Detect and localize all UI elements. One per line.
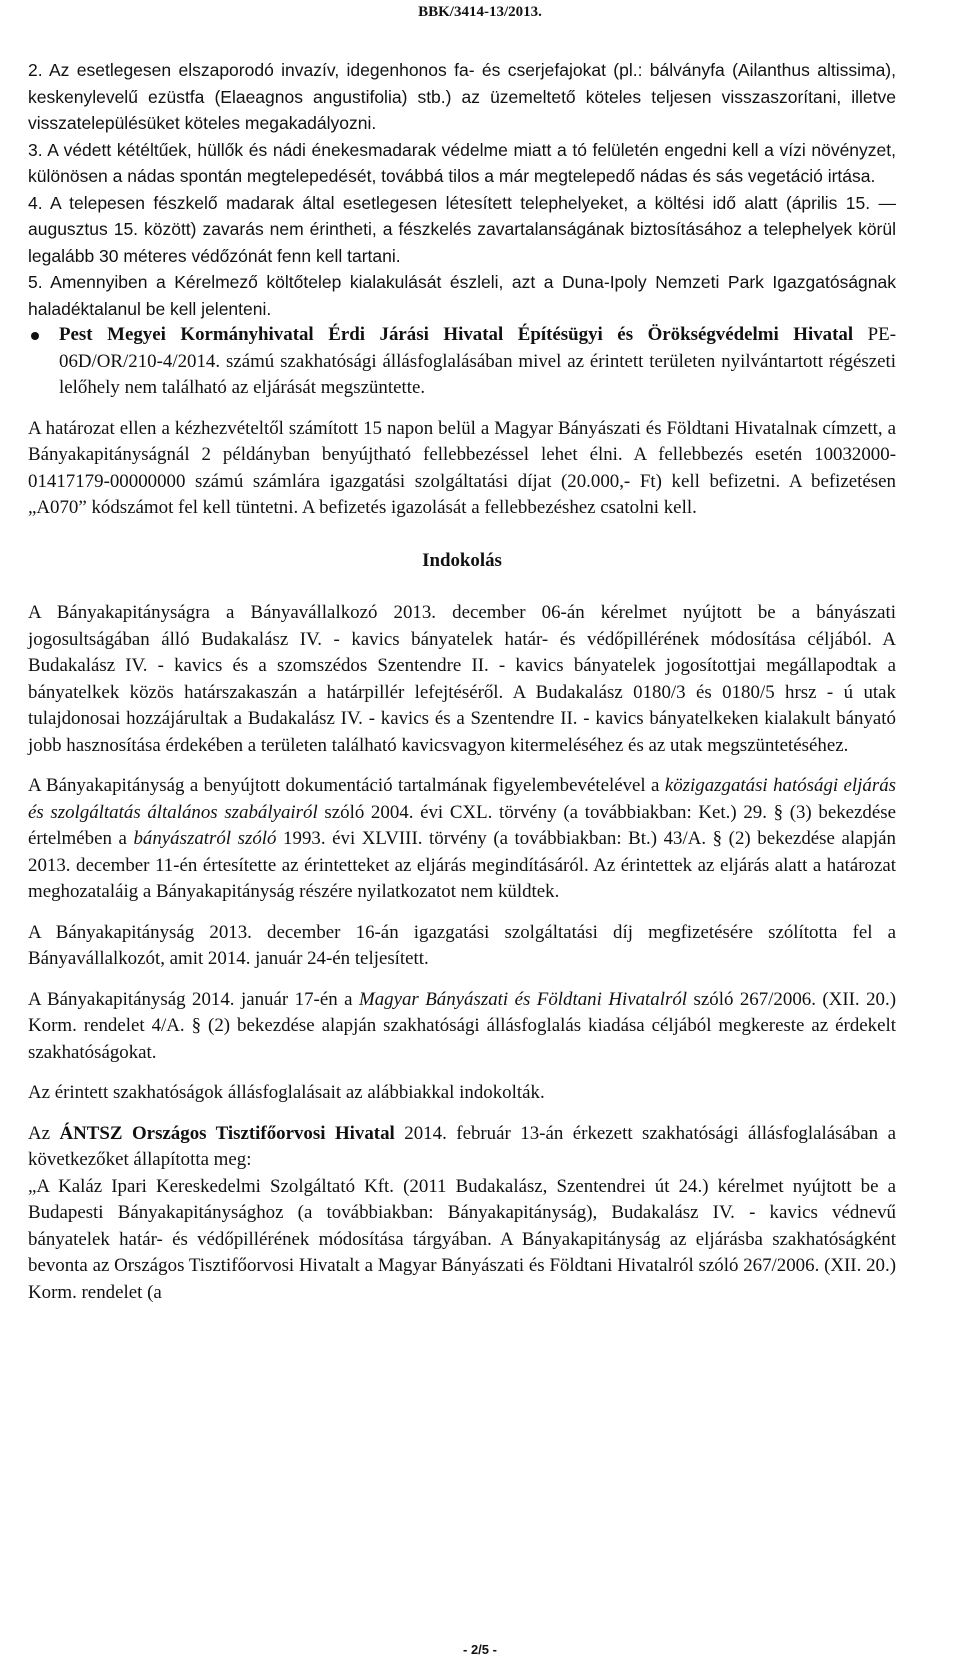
law-title: bányászatról szóló xyxy=(133,828,277,849)
reasoning-paragraph-5: Az érintett szakhatóságok állásfoglalásait az alábbiakkal indokolták. xyxy=(28,1082,545,1103)
law-title: Magyar Bányászati és Földtani Hivatalról xyxy=(358,988,688,1010)
text-segment: 2014. február 13-án érkezett szakhatósági állásfoglalásában a következőket állapította meg: xyxy=(28,1122,897,1170)
condition-item-5: 5. Amennyiben a Kérelmező költőtelep kialakulását észleli, azt a Duna-Ipoly Nemzeti Park Igazgatóságnak haladéktalanul be kell jelenteni. xyxy=(28,272,896,319)
text-segment: szóló 2004. évi CXL. törvény (a továbbiakban: Ket.) 29. § (3) bekezdése értelmében a xyxy=(28,801,896,849)
appeal-paragraph: A határozat ellen a kézhezvételtől számított 15 napon belül a Magyar Bányászati és Földtani Hivatalnak címzett, a Bányakapitányságnál 2 példányban benyújtható fellebbezéssel lehet élni. A fellebbezés esetén 10032000-01417179-00000000 számú számlára igazgatási szolgáltatási díjat (20.000,- Ft) kell befizetni. A befizetésen „A070” kódszámot fel kell tüntetni. A befizetés igazolását a fellebbezéshez csatolni kell. xyxy=(28,417,896,518)
reasoning-paragraph-4 xyxy=(28,987,896,1067)
text-segment: A Bányakapitányság a benyújtott dokumentáció tartalmának figyelembevételével a xyxy=(28,775,665,796)
law-title: közigazgatási hatósági eljárás és szolgáltatás általános szabályairól xyxy=(28,775,896,823)
text-segment: A Bányakapitányság 2014. január 17-én a xyxy=(28,988,359,1010)
condition-item-4: 4. A telepesen fészkelő madarak által esetlegesen létesített telephelyeket, a költési idő alatt (április 15. — augusztus 15. között) zavarás nem érintheti, a fészkelés zavartalanságának biztosításához a telephelyek körül legalább 30 méteres védőzónát fenn kell tartani. xyxy=(28,192,896,266)
reasoning-paragraph-1: A Bányakapitányságra a Bányavállalkozó 2013. december 06-án kérelmet nyújtott be a bányászati jogosultságában álló Budakalász IV. - kavics bányatelek határ- és védőpillérének módosítása céljából. A Budakalász IV. - kavics és a szomszédos Szentendre II. - kavics bányatelek jogosítottjai megállapodtak a bányatelkek közös határszakaszán a határpillér lefejtéséről. A Budakalász 0180/3 és 0180/5 hrsz - ú utak tulajdonosai hozzájárultak a Budakalász IV. - kavics és a Szentendre II. - kavics bányatelkeken kialakult bányató jobb hasznosítása érdekében a területen található kavicsvagyon kitermeléséhez és az utak megszüntetéséhez. xyxy=(28,602,896,756)
document-body xyxy=(28,57,896,1306)
quoted-statement: „A Kaláz Ipari Kereskedelmi Szolgáltató Kft. (2011 Budakalász, Szentendrei út 24.) kérelmet nyújtott be a Budapesti Bányakapitánysághoz (a továbbiakban: Bányakapitányság), Budakalász IV. - kavics védnevű bányatelek határ- és védőpillérének módosítása tárgyában. A Bányakapitányság az eljárásba szakhatóságként bevonta az Országos Tisztifőorvosi Hivatalt a Magyar Bányászati és Földtani Hivatalról szóló 267/2006. (XII. 20.) Korm. rendelet (a xyxy=(28,1175,896,1303)
reasoning-paragraph-6 xyxy=(28,1121,896,1174)
condition-item-2: 2. Az esetlegesen elszaporodó invazív, idegenhonos fa- és cserjefajokat (pl.: bálványfa (Ailanthus altissima), keskenylevelű ezüstfa (Elaeagnos angustifolia) stb.) az üzemeltető köteles teljesen visszaszorítani, illetve visszatelepülésüket köteles megakadályozni. xyxy=(28,60,896,133)
section-heading: Indokolás xyxy=(422,549,502,571)
text-segment: szóló 267/2006. (XII. 20.) Korm. rendelet 4/A. § (2) bekezdése alapján szakhatósági állásfoglalás kiadása céljából megkereste az érdekelt szakhatóságokat. xyxy=(28,988,896,1063)
authority-statement: PE-06D/OR/210-4/2014. számú szakhatósági állásfoglalásában mivel az érintett területen nyilvántartott régészeti lelőhely nem található az eljárását megszüntette. xyxy=(59,324,897,398)
text-segment: Az xyxy=(28,1122,60,1144)
authority-name: ÁNTSZ Országos Tisztifőorvosi Hivatal xyxy=(59,1122,395,1144)
condition-item-3: 3. A védett kétéltűek, hüllők és nádi énekesmadarak védelme miatt a tó felületén engedni kell a vízi növényzet, különösen a nádas spontán megtelepedését, továbbá tilos a már megtelepedő nádas és sás vegetáció irtása. xyxy=(28,139,896,186)
text-segment: 1993. évi XLVIII. törvény (a továbbiakban: Bt.) 43/A. § (2) bekezdése alapján 2013. december 11-én értesítette az érintetteket az eljárás megindításáról. Az érintettek az eljárás alatt a határozat meghozataláig a Bányakapitányság részére nyilatkozatot nem küldtek. xyxy=(28,828,896,902)
authority-name: Pest Megyei Kormányhivatal Érdi Járási Hivatal Építésügyi és Örökségvédelmi Hivatal xyxy=(59,324,854,345)
page-number: - 2/5 - xyxy=(463,1642,497,1657)
reasoning-paragraph-2 xyxy=(28,773,896,906)
document-reference: BBK/3414-13/2013. xyxy=(418,4,542,20)
bullet-icon xyxy=(31,332,39,340)
authority-bullet xyxy=(28,322,896,402)
reasoning-paragraph-3: A Bányakapitányság 2013. december 16-án igazgatási szolgáltatási díj megfizetésére szólította fel a Bányavállalkozót, amit 2014. január 24-én teljesített. xyxy=(28,921,896,969)
